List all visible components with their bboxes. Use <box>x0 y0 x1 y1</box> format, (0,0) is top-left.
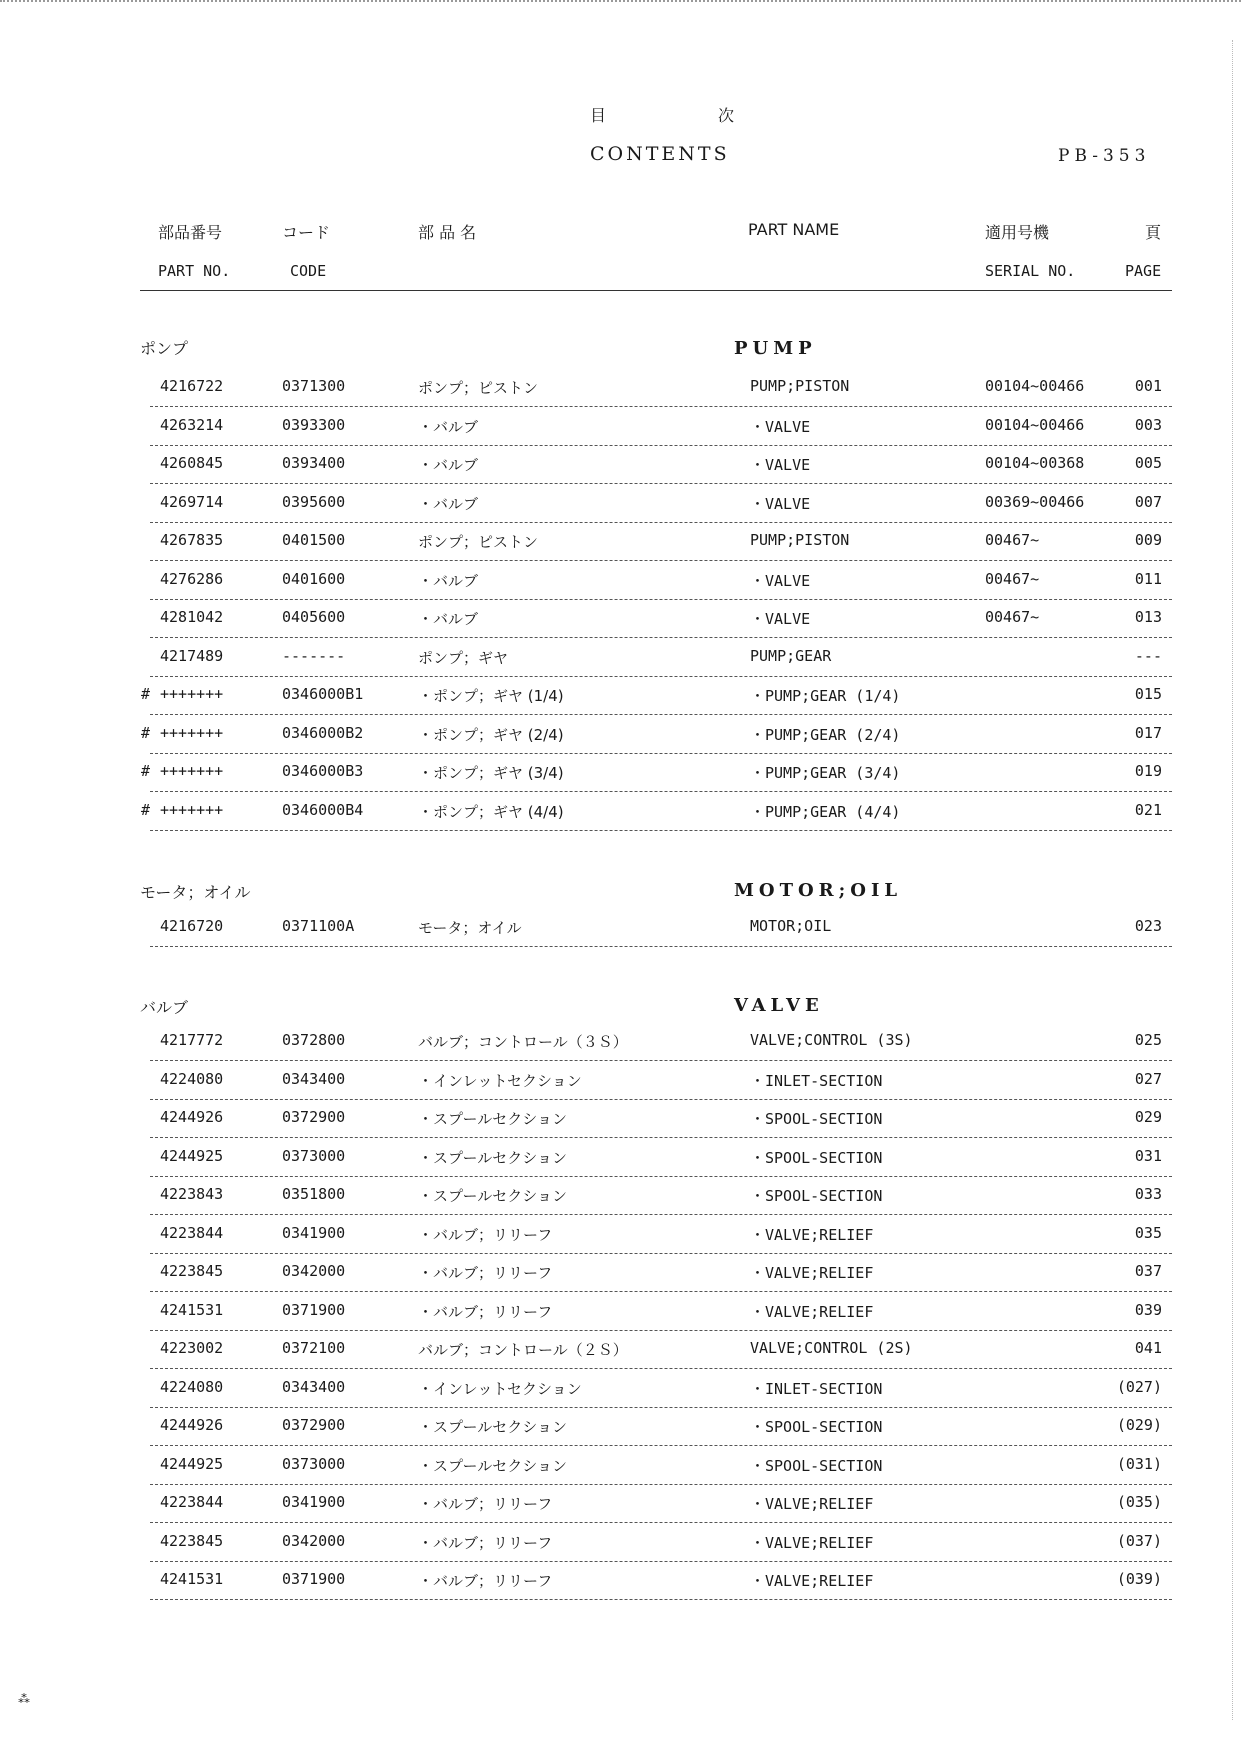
table-row <box>150 1138 1172 1177</box>
cell-en: ・VALVE;RELIEF <box>750 1533 874 1552</box>
header-code-en: CODE <box>290 262 327 280</box>
cell-part: 4217772 <box>160 1031 224 1049</box>
cell-code: ------- <box>282 646 346 665</box>
cell-part: +++++++ <box>160 685 224 703</box>
table-row <box>150 1330 1172 1369</box>
cell-page: (035) <box>1116 1493 1162 1511</box>
cell-part: 4216720 <box>160 917 224 935</box>
cell-en: ・VALVE;RELIEF <box>750 1302 874 1321</box>
cell-code: 0372900 <box>282 1108 346 1126</box>
cell-jp: ・バルブ <box>418 610 479 628</box>
cell-serial: 00467~ <box>985 531 1040 549</box>
cell-code: 0371900 <box>282 1300 346 1319</box>
cell-part: +++++++ <box>160 762 224 780</box>
cell-en: ・PUMP;GEAR (4/4) <box>750 802 901 821</box>
header-code-jp: コード <box>282 223 331 242</box>
cell-page: 019 <box>1134 762 1162 780</box>
cell-code: 0341900 <box>282 1493 346 1511</box>
table-row <box>141 753 1172 792</box>
cell-jp: ・スプールセクション <box>418 1148 567 1167</box>
scan-top-edge <box>0 0 1241 8</box>
header-serial-jp: 適用号機 <box>985 223 1050 242</box>
cell-page: (031) <box>1116 1454 1162 1473</box>
table-row <box>141 676 1172 715</box>
cell-part: 4281042 <box>160 608 224 626</box>
cell-en: ・VALVE <box>750 610 811 628</box>
cell-part: 4244925 <box>160 1146 224 1165</box>
cell-page: 009 <box>1134 531 1162 549</box>
table-row <box>150 445 1172 484</box>
cell-part: 4244925 <box>160 1454 224 1473</box>
cell-serial: 00467~ <box>985 569 1040 588</box>
table-row <box>150 407 1172 446</box>
table-row <box>150 1369 1172 1408</box>
cell-part: 4241531 <box>160 1300 224 1319</box>
cell-jp: ・スプールセクション <box>418 1110 567 1128</box>
table-row <box>150 1022 1172 1061</box>
cell-code: 0342000 <box>282 1262 346 1280</box>
cell-en: ・PUMP;GEAR (2/4) <box>750 725 901 744</box>
header-divider <box>140 290 1172 291</box>
cell-jp: ・ポンプ；ギヤ (2/4) <box>418 725 564 744</box>
cell-code: 0341900 <box>282 1223 346 1242</box>
table-row <box>150 1292 1172 1331</box>
cell-page: (039) <box>1116 1570 1162 1588</box>
cell-code: 0372800 <box>282 1031 346 1049</box>
cell-en: ・INLET-SECTION <box>750 1071 883 1090</box>
cell-serial: 00467~ <box>985 608 1040 626</box>
cell-page: (029) <box>1116 1416 1162 1434</box>
cell-part: 4224080 <box>160 1069 224 1088</box>
table-row <box>141 715 1172 754</box>
cell-mark: # <box>141 723 151 742</box>
cell-en: ・VALVE;RELIEF <box>750 1572 874 1590</box>
cell-jp: ・インレットセクション <box>418 1071 582 1090</box>
cell-jp: ・バルブ；リリーフ <box>418 1264 553 1282</box>
table-row <box>150 1099 1172 1138</box>
cell-jp: ・バルブ；リリーフ <box>418 1533 553 1552</box>
header-part-no-jp: 部品番号 <box>158 223 223 242</box>
table-row <box>150 1253 1172 1292</box>
section-title-motor: MOTOR;OIL <box>734 880 903 901</box>
cell-part: 4263214 <box>160 415 224 434</box>
cell-jp: ポンプ；ピストン <box>418 533 539 551</box>
cell-part: 4223844 <box>160 1493 224 1511</box>
table-row <box>150 1215 1172 1254</box>
cell-part: 4244926 <box>160 1108 224 1126</box>
cell-code: 0346000B1 <box>282 685 364 703</box>
header-name-en: PART NAME <box>748 220 840 239</box>
cell-code: 0342000 <box>282 1531 346 1550</box>
cell-page: 005 <box>1134 454 1162 472</box>
section-title-valve: VALVE <box>734 995 824 1016</box>
cell-mark: # <box>141 800 151 819</box>
cell-en: ・INLET-SECTION <box>750 1379 883 1398</box>
cell-jp: ・ポンプ；ギヤ (1/4) <box>418 687 564 705</box>
cell-part: 4276286 <box>160 569 224 588</box>
cell-code: 0401500 <box>282 531 346 549</box>
cell-page: 015 <box>1134 685 1162 703</box>
page-title: CONTENTS <box>590 143 730 165</box>
cell-part: 4223002 <box>160 1339 224 1357</box>
cell-page: 013 <box>1134 608 1162 626</box>
cell-jp: モータ；オイル <box>418 919 522 937</box>
cell-en: ・SPOOL-SECTION <box>750 1456 883 1475</box>
cell-part: 4223845 <box>160 1262 224 1280</box>
header-name-jp: 部 品 名 <box>418 223 477 242</box>
cell-jp: ・スプールセクション <box>418 1456 567 1475</box>
cell-serial: 00104~00466 <box>985 415 1085 434</box>
table-row <box>150 908 1172 947</box>
cell-page: (037) <box>1116 1531 1162 1550</box>
cell-jp: ・バルブ <box>418 456 479 474</box>
cell-jp: ・バルブ <box>418 571 479 590</box>
cell-part: +++++++ <box>160 800 224 819</box>
cell-part: 4223845 <box>160 1531 224 1550</box>
header-page-en: PAGE <box>1125 262 1162 280</box>
cell-code: 0405600 <box>282 608 346 626</box>
cell-en: ・VALVE <box>750 417 811 436</box>
cell-code: 0346000B3 <box>282 762 364 780</box>
cell-jp: ・ポンプ；ギヤ (3/4) <box>418 764 564 782</box>
cell-code: 0373000 <box>282 1146 346 1165</box>
cell-part: 4267835 <box>160 531 224 549</box>
header-serial-en: SERIAL NO. <box>985 262 1076 280</box>
section-title-valve-jp: バルブ <box>140 998 189 1017</box>
cell-part: 4241531 <box>160 1570 224 1588</box>
table-row <box>150 522 1172 561</box>
cell-page: 041 <box>1134 1339 1162 1357</box>
cell-page: 007 <box>1134 492 1162 511</box>
cell-page: 035 <box>1134 1223 1162 1242</box>
cell-code: 0393400 <box>282 454 346 472</box>
document-number: PB-353 <box>1058 146 1151 166</box>
cell-part: 4223844 <box>160 1223 224 1242</box>
cell-en: ・SPOOL-SECTION <box>750 1187 883 1205</box>
cell-page: 011 <box>1134 569 1162 588</box>
cell-code: 0401600 <box>282 569 346 588</box>
cell-part: 4269714 <box>160 492 224 511</box>
cell-en: ・VALVE;RELIEF <box>750 1225 874 1244</box>
cell-mark: # <box>141 762 151 780</box>
cell-page: --- <box>1134 646 1162 665</box>
cell-en: ・PUMP;GEAR (3/4) <box>750 764 901 782</box>
scan-right-edge <box>1232 40 1235 1720</box>
cell-code: 0343400 <box>282 1377 346 1396</box>
cell-code: 0346000B2 <box>282 723 364 742</box>
table-row <box>150 1446 1172 1485</box>
cell-serial: 00104~00466 <box>985 377 1085 395</box>
cell-code: 0371900 <box>282 1570 346 1588</box>
cell-en: ・VALVE <box>750 571 811 590</box>
cell-en: PUMP;GEAR <box>750 646 832 665</box>
section-title-motor-jp: モータ；オイル <box>140 883 251 902</box>
cell-code: 0346000B4 <box>282 800 364 819</box>
cell-serial: 00104~00368 <box>985 454 1085 472</box>
cell-en: PUMP;PISTON <box>750 531 850 549</box>
cell-page: 037 <box>1134 1262 1162 1280</box>
cell-page: 025 <box>1134 1031 1162 1049</box>
cell-en: VALVE;CONTROL (3S) <box>750 1031 913 1049</box>
cell-page: 029 <box>1134 1108 1162 1126</box>
cell-part: 4217489 <box>160 646 224 665</box>
scan-mark: ⁂ <box>18 1692 30 1706</box>
table-row <box>150 1523 1172 1562</box>
table-row <box>150 599 1172 638</box>
table-row <box>150 484 1172 523</box>
cell-jp: ・バルブ；リリーフ <box>418 1302 553 1321</box>
cell-code: 0343400 <box>282 1069 346 1088</box>
cell-part: 4216722 <box>160 377 224 395</box>
table-row <box>150 1407 1172 1446</box>
section-title-pump: PUMP <box>734 338 817 359</box>
cell-serial: 00369~00466 <box>985 492 1085 511</box>
cell-en: ・SPOOL-SECTION <box>750 1110 883 1128</box>
cell-page: 033 <box>1134 1185 1162 1203</box>
header-page-jp: 頁 <box>1145 223 1162 242</box>
cell-en: PUMP;PISTON <box>750 377 850 395</box>
table-row <box>141 792 1172 831</box>
cell-en: VALVE;CONTROL (2S) <box>750 1339 913 1357</box>
cell-code: 0393300 <box>282 415 346 434</box>
cell-en: ・VALVE <box>750 494 811 513</box>
cell-jp: ・バルブ；リリーフ <box>418 1225 553 1244</box>
cell-jp: バルブ；コントロール（２Ｓ） <box>418 1341 628 1359</box>
cell-page: 017 <box>1134 723 1162 742</box>
cell-jp: ・スプールセクション <box>418 1187 567 1205</box>
section-title-pump-jp: ポンプ <box>140 339 189 358</box>
cell-jp: ポンプ；ギヤ <box>418 648 509 667</box>
cell-mark: # <box>141 685 151 703</box>
cell-en: ・VALVE;RELIEF <box>750 1495 874 1513</box>
cell-en: MOTOR;OIL <box>750 917 832 935</box>
cell-code: 0371300 <box>282 377 346 395</box>
cell-jp: ・バルブ；リリーフ <box>418 1495 553 1513</box>
cell-en: ・PUMP;GEAR (1/4) <box>750 687 901 705</box>
cell-part: +++++++ <box>160 723 224 742</box>
cell-page: 039 <box>1134 1300 1162 1319</box>
table-row <box>150 1484 1172 1523</box>
cell-page: 027 <box>1134 1069 1162 1088</box>
cell-page: 031 <box>1134 1146 1162 1165</box>
table-row <box>150 1061 1172 1100</box>
cell-part: 4223843 <box>160 1185 224 1203</box>
cell-part: 4244926 <box>160 1416 224 1434</box>
cell-en: ・VALVE <box>750 456 811 474</box>
table-row <box>150 638 1172 677</box>
page-title-jp: 目次 <box>590 106 847 125</box>
cell-jp: ・バルブ <box>418 417 479 436</box>
cell-code: 0373000 <box>282 1454 346 1473</box>
cell-code: 0372900 <box>282 1416 346 1434</box>
cell-jp: ポンプ；ピストン <box>418 379 539 397</box>
cell-page: 021 <box>1134 800 1162 819</box>
cell-part: 4260845 <box>160 454 224 472</box>
cell-page: 003 <box>1134 415 1162 434</box>
cell-jp: ・ポンプ；ギヤ (4/4) <box>418 802 564 821</box>
table-row <box>150 368 1172 407</box>
cell-code: 0371100A <box>282 917 355 935</box>
cell-en: ・SPOOL-SECTION <box>750 1418 883 1436</box>
table-row <box>150 1176 1172 1215</box>
cell-code: 0372100 <box>282 1339 346 1357</box>
table-row <box>150 1561 1172 1600</box>
cell-jp: バルブ；コントロール（３Ｓ） <box>418 1033 628 1051</box>
header-part-no-en: PART NO. <box>158 262 231 280</box>
cell-jp: ・インレットセクション <box>418 1379 582 1398</box>
cell-jp: ・バルブ <box>418 494 479 513</box>
cell-code: 0395600 <box>282 492 346 511</box>
cell-en: ・SPOOL-SECTION <box>750 1148 883 1167</box>
cell-en: ・VALVE;RELIEF <box>750 1264 874 1282</box>
cell-part: 4224080 <box>160 1377 224 1396</box>
table-row <box>150 561 1172 600</box>
cell-jp: ・スプールセクション <box>418 1418 567 1436</box>
cell-code: 0351800 <box>282 1185 346 1203</box>
cell-page: (027) <box>1116 1377 1162 1396</box>
cell-page: 023 <box>1134 917 1162 935</box>
cell-page: 001 <box>1134 377 1162 395</box>
cell-jp: ・バルブ；リリーフ <box>418 1572 553 1590</box>
